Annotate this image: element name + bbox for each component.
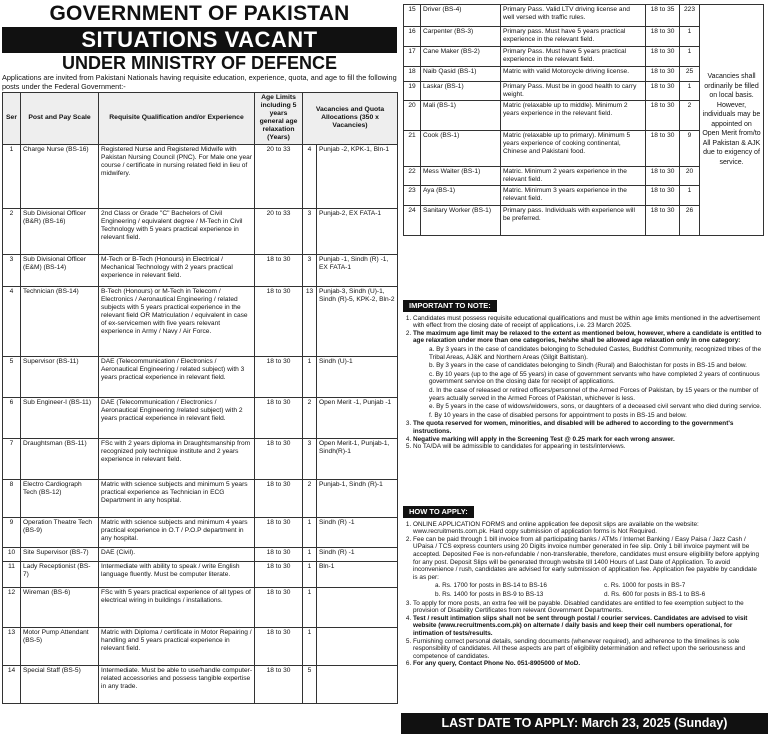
posts-table-left [2, 92, 398, 704]
quota-cell [317, 587, 398, 627]
age-cell: 18 to 30 [255, 665, 303, 703]
post-cell: Mali (BS-1) [421, 101, 501, 131]
apply-step-2: 2. Fee can be paid through 1 bill invoice from all participating banks / ATMs / Internet Banking / Easy Paisa / Jazz Cash / UPaisa / TCS express counters using 20 Digits invoice number generated in fee slip. Only 1 bill invoice payment will be accepted. Deposited Fee is non-refundable / non-transferable, therefore, candidates must ensure eligibility before applying for any post. Deposit Slips will be generated through website till 1400 Hours of Last Date of Application. To avoid inconvenience / rush, candidates are advised for early submission of application fee. Application fee payable by candidate is as per: a. Rs. 1700 for posts in BS-14 to BS-16 c. Rs. 1000 for posts in BS-7 b. Rs. 1400 for posts in BS-9 to BS-13 d. Rs. 600 for posts in BS-1 to BS-6 [413, 536, 763, 599]
qualification-cell: Primary Pass. Must have 5 years practical experience in the relevant field. [501, 47, 646, 67]
quota-cell: Open Merit-1, Punjab-1, Sindh(R)-1 [317, 438, 398, 479]
age-cell: 18 to 30 [646, 82, 680, 101]
qualification-cell: Primary pass. Must have 5 years practical experience in the relevant field. [501, 27, 646, 47]
vacancies-cell: 1 [680, 47, 700, 67]
table-row [3, 627, 398, 665]
intro-text: Applications are invited from Pakistani Nationals having requisite education, experience, quota, and age to fill the following posts under the Federal Government:- [2, 73, 397, 91]
qualification-cell: DAE (Telecommunication / Electronics / Aeronautical Engineering /related subject) with 2 years practical experience in relevant field. [99, 397, 255, 438]
apply-section [403, 506, 763, 668]
fee-c: c. Rs. 1000 for posts in BS-7 [604, 582, 686, 590]
post-cell: Sanitary Worker (BS-1) [421, 205, 501, 235]
table-row [3, 587, 398, 627]
ser-cell: 16 [404, 27, 421, 47]
post-cell: Cane Maker (BS-2) [421, 47, 501, 67]
vacancies-cell: 3 [303, 208, 317, 254]
vacancies-cell: 13 [303, 286, 317, 356]
post-cell: Operation Theatre Tech (BS-9) [21, 517, 99, 547]
qualification-cell: Matric. Minimum 3 years experience in the relevant field. [501, 186, 646, 205]
qualification-cell: Registered Nurse and Registered Midwife with Pakistan Nursing Council (PNC). For Male one year course / certificate in nursing related field in lieu of midwifery. [99, 144, 255, 208]
ser-cell: 23 [404, 186, 421, 205]
vacancies-cell: 4 [303, 144, 317, 208]
important-note-4: 4. Negative marking will apply in the Screening Test @ 0.25 mark for each wrong answer. [413, 436, 763, 444]
age-cell: 18 to 30 [255, 561, 303, 587]
age-cell: 18 to 30 [646, 101, 680, 131]
qualification-cell: Primary pass. Individuals with experience will be preferred. [501, 205, 646, 235]
qualification-cell: M-Tech or B-Tech (Honours) in Electrical / Mechanical Technology with 2 years practical experience in relevant field. [99, 254, 255, 286]
ser-cell: 13 [3, 627, 21, 665]
ser-cell: 2 [3, 208, 21, 254]
apply-step-3: 3. To apply for more posts, an extra fee will be payable. Disabled candidates are entitled to fee exemption subject to the provision of Disability Certificates from relevant Government Departments. [413, 600, 763, 615]
fee-d: d. Rs. 600 for posts in BS-1 to BS-6 [604, 590, 706, 598]
col-post: Post and Pay Scale [21, 93, 99, 145]
post-cell: Carpenter (BS-3) [421, 27, 501, 47]
table-row [3, 208, 398, 254]
table-row [3, 438, 398, 479]
vacancies-cell: 2 [680, 101, 700, 131]
qualification-cell: Matric with Diploma / certificate in Motor Repairing / handling and 5 years practical experience in relevant field. [99, 627, 255, 665]
age-cell: 18 to 30 [646, 167, 680, 186]
table-row [3, 254, 398, 286]
post-cell: Special Staff (BS-5) [21, 665, 99, 703]
age-cell: 18 to 30 [255, 286, 303, 356]
post-cell: Wireman (BS-6) [21, 587, 99, 627]
post-cell: Draughtsman (BS-11) [21, 438, 99, 479]
header-government: GOVERNMENT OF PAKISTAN [49, 2, 350, 25]
table-row [3, 665, 398, 703]
apply-step-5: 5. Furnishing correct personal details, sending documents (whenever required), and adherence to the timelines is sole responsibility of candidates. All these aspects are part of eligibility determination and reflect upon the seriousness and competence of candidates. [413, 638, 763, 661]
qualification-cell: Primary Pass. Valid LTV driving license and well versed with traffic rules. [501, 5, 646, 27]
relax-d: d. In the case of released or retired officers/personnel of the Armed Forces of Pakistan, by 15 years or the number of years actually served in the Armed Forces of Pakistan, whichever is less. [429, 386, 759, 402]
relax-a: a. By 3 years in the case of candidates belonging to Scheduled Castes, Buddhist Community, recognized tribes of the Tribal Areas, AJ&K and Northern Areas (Gilgit Baltistan). [429, 345, 762, 361]
vacancies-cell: 26 [680, 205, 700, 235]
age-cell: 18 to 30 [255, 356, 303, 397]
quota-cell: Punjab-1, Sindh (R)-1 [317, 479, 398, 517]
post-cell: Aya (BS-1) [421, 186, 501, 205]
ser-cell: 4 [3, 286, 21, 356]
age-cell: 18 to 30 [646, 131, 680, 167]
ser-cell: 9 [3, 517, 21, 547]
vacancies-cell: 1 [303, 627, 317, 665]
vacancies-cell: 1 [680, 82, 700, 101]
quota-cell: Punjab-2, EX FATA-1 [317, 208, 398, 254]
important-note-1: 1. Candidates must possess requisite educational qualifications and must be within age limits mentioned in the advertisement with effect from the closing date of receipt of applications, i.e. 23 March 2025. [413, 315, 763, 330]
ser-cell: 21 [404, 131, 421, 167]
table-row [3, 479, 398, 517]
apply-step-1: 1. ONLINE APPLICATION FORMS and online application fee deposit slips are available on the website: www.recruitments.com.pk. Hard copy submission of application forms is Not Required. [413, 521, 763, 536]
vacancies-cell: 223 [680, 5, 700, 27]
qualification-cell: Matric with science subjects and minimum 5 years practical experience as Technician in ECG Department in any hospital. [99, 479, 255, 517]
vacancies-cell: 1 [303, 587, 317, 627]
ser-cell: 20 [404, 101, 421, 131]
important-note-5: 5. No TA/DA will be admissible to candidates for appearing in tests/interviews. [413, 443, 763, 451]
age-cell: 18 to 30 [646, 205, 680, 235]
right-column [401, 0, 768, 734]
quota-cell: Sindh (R) -1 [317, 517, 398, 547]
post-cell: Charge Nurse (BS-16) [21, 144, 99, 208]
post-cell: Electro Cardiograph Tech (BS-12) [21, 479, 99, 517]
qualification-cell: Matric (relaxable up to primary). Minimum 5 years experience of cooking continental, Chinese and Pakistani food. [501, 131, 646, 167]
qualification-cell: 2nd Class or Grade "C" Bachelors of Civil Engineering / equivalent degree / M-Tech in Civil Technology with 5 years practical experience in relevant field. [99, 208, 255, 254]
important-title: IMPORTANT TO NOTE: [403, 300, 497, 312]
quota-cell [317, 665, 398, 703]
qualification-cell: B-Tech (Honours) or M-Tech in Telecom / Electronics / Aeronautical Engineering / related subjects with 5 years practical experience in the relevant field OR Matriculation / equivalent in case of ex-servicemen with five years relevant experience in Army / Navy / Air Force. [99, 286, 255, 356]
important-note-2: 2. The maximum age limit may be relaxed to the extent as mentioned below, however, where a candidate is entitled to age relaxation under more than one categories, he/she shall be allowed age relaxation only in one category: a. By 3 years in the case of candidates belonging to Scheduled Castes, Buddhist Community, recognized tribes of the Tribal Areas, AJ&K and Northern Areas (Gilgit Baltistan). b. By 3 years in the case of candidates belonging to Sindh (Rural) and Balochistan for posts in BS-15 and below. c. By 10 years (up to the age of 55 years) in case of government servants who have completed 2 years of continuous government service on the closing date for receipt of applications. d. In the case of released or retired officers/personnel of the Armed Forces of Pakistan, by 15 years or the number of years actually served in the Armed Forces of Pakistan, whichever is less. e. By 5 years in the case of widows/widowers, sons, or daughters of a deceased civil servant who died during service. f. By 10 years in the case of disabled persons for appointment to posts in BS-15 and below. [413, 330, 763, 420]
qualification-cell: FSc with 5 years practical experience of all types of electrical wiring in buildings / installations. [99, 587, 255, 627]
age-cell: 18 to 30 [255, 397, 303, 438]
age-cell: 18 to 30 [255, 587, 303, 627]
col-ser: Ser [3, 93, 21, 145]
vacancies-cell: 1 [680, 27, 700, 47]
ser-cell: 1 [3, 144, 21, 208]
important-section [403, 300, 763, 451]
vacancies-cell: 1 [303, 561, 317, 587]
col-age: Age Limits including 5 years general age relaxation (Years) [255, 93, 303, 145]
ser-cell: 8 [3, 479, 21, 517]
qualification-cell: Intermediate with ability to speak / write English language fluently. Must be computer literate. [99, 561, 255, 587]
age-cell: 18 to 30 [255, 438, 303, 479]
col-vacancies: Vacancies and Quota Allocations (350 x Vacancies) [303, 93, 398, 145]
qualification-cell: DAE (Telecommunication / Electronics / Aeronautical Engineering / related subject) with 3 years practical experience in relevant field. [99, 356, 255, 397]
age-cell: 18 to 30 [255, 517, 303, 547]
ser-cell: 19 [404, 82, 421, 101]
post-cell: Sub Divisional Officer (E&M) (BS-14) [21, 254, 99, 286]
ser-cell: 12 [3, 587, 21, 627]
table-row [3, 356, 398, 397]
age-cell: 20 to 33 [255, 208, 303, 254]
post-cell: Cook (BS-1) [421, 131, 501, 167]
vacancies-cell: 9 [680, 131, 700, 167]
ser-cell: 22 [404, 167, 421, 186]
last-date-banner: LAST DATE TO APPLY: March 23, 2025 (Sunday) [401, 713, 768, 734]
vacancies-cell: 1 [680, 186, 700, 205]
vacancies-cell: 3 [303, 254, 317, 286]
ser-cell: 7 [3, 438, 21, 479]
vacancies-cell: 25 [680, 67, 700, 82]
ser-cell: 17 [404, 47, 421, 67]
post-cell: Lady Receptionist (BS-7) [21, 561, 99, 587]
quota-cell: Sindh (R) -1 [317, 547, 398, 561]
relax-c: c. By 10 years (up to the age of 55 years) in case of government servants who have completed 2 years of continuous government service on the closing date for receipt of applications. [429, 370, 760, 386]
qualification-cell: Matric with valid Motorcycle driving license. [501, 67, 646, 82]
table-row [3, 397, 398, 438]
vacancies-cell: 20 [680, 167, 700, 186]
post-cell: Naib Qasid (BS-1) [421, 67, 501, 82]
qualification-cell: Primary Pass. Must be in good health to carry weight. [501, 82, 646, 101]
ser-cell: 24 [404, 205, 421, 235]
ser-cell: 14 [3, 665, 21, 703]
vacancies-cell: 2 [303, 479, 317, 517]
qualification-cell: Matric (relaxable up to middle). Minimum 2 years experience in the relevant field. [501, 101, 646, 131]
ser-cell: 6 [3, 397, 21, 438]
age-cell: 18 to 30 [255, 479, 303, 517]
apply-step-6: 6. For any query, Contact Phone No. 051-8905000 of MoD. [413, 660, 763, 668]
post-cell: Sub Engineer-I (BS-11) [21, 397, 99, 438]
table-row [3, 561, 398, 587]
ser-cell: 11 [3, 561, 21, 587]
header-situations-vacant: SITUATIONS VACANT [2, 27, 397, 53]
relax-f: f. By 10 years in the case of disabled persons for appointment to posts in BS-15 and below. [429, 411, 687, 419]
qualification-cell: Intermediate. Must be able to use/handle computer-related accessories and possess tangible expertise in any trade. [99, 665, 255, 703]
age-cell: 18 to 30 [646, 27, 680, 47]
age-cell: 18 to 30 [255, 627, 303, 665]
age-cell: 18 to 30 [646, 47, 680, 67]
post-cell: Motor Pump Attendant (BS-5) [21, 627, 99, 665]
relax-b: b. By 3 years in the case of candidates belonging to Sindh (Rural) and Balochistan for posts in BS-15 and below. [429, 362, 747, 370]
fee-a: a. Rs. 1700 for posts in BS-14 to BS-16 [435, 582, 547, 590]
age-cell: 18 to 30 [255, 547, 303, 561]
apply-title: HOW TO APPLY: [403, 506, 474, 518]
age-cell: 18 to 30 [255, 254, 303, 286]
post-cell: Mess Waiter (BS-1) [421, 167, 501, 186]
age-cell: 18 to 35 [646, 5, 680, 27]
post-cell: Site Supervisor (BS-7) [21, 547, 99, 561]
apply-step-4: 4. Test / result intimation slips shall not be sent through postal / courier services. Candidates are advised to visit website (www.recruitments.com.pk) on alternate / daily basis and keep their cell numbers operational, for intimation of tests/results. [413, 615, 763, 638]
ser-cell: 10 [3, 547, 21, 561]
post-cell: Driver (BS-4) [421, 5, 501, 27]
post-cell: Sub Divisional Officer (B&R) (BS-16) [21, 208, 99, 254]
quota-cell [317, 627, 398, 665]
relax-e: e. By 5 years in the case of widows/widowers, sons, or daughters of a deceased civil servant who died during service. [429, 403, 762, 411]
quota-cell: Sindh (U)-1 [317, 356, 398, 397]
vacancies-cell: 1 [303, 356, 317, 397]
table-row [3, 286, 398, 356]
quota-cell: Punjab-3, Sindh (U)-1, Sindh (R)-5, KPK-2, Bln-2 [317, 286, 398, 356]
vacancies-cell: 3 [303, 438, 317, 479]
table-row [3, 547, 398, 561]
post-cell: Technician (BS-14) [21, 286, 99, 356]
qualification-cell: DAE (Civil). [99, 547, 255, 561]
col-qualification: Requisite Qualification and/or Experience [99, 93, 255, 145]
ser-cell: 15 [404, 5, 421, 27]
important-note-3: 3. The quota reserved for women, minorities, and disabled will be adhered to according to the government's instructions. [413, 420, 763, 435]
qualification-cell: Matric with science subjects and minimum 4 years practical experience in O.T / P.O.P department in any hospital. [99, 517, 255, 547]
quota-cell: Open Merit -1, Punjab -1 [317, 397, 398, 438]
quota-cell: Punjab -1, Sindh (R) -1, EX FATA-1 [317, 254, 398, 286]
local-basis-note: Vacancies shall ordinarily be filled on local basis. However, individuals may be appointed on Open Merit from/to All Pakistan & AJK due to exigency of service. [700, 5, 764, 236]
vacancies-cell: 1 [303, 547, 317, 561]
age-cell: 18 to 30 [646, 67, 680, 82]
post-cell: Laskar (BS-1) [421, 82, 501, 101]
qualification-cell: Matric. Minimum 2 years experience in the relevant field. [501, 167, 646, 186]
vacancies-cell: 1 [303, 517, 317, 547]
quota-cell: Bln-1 [317, 561, 398, 587]
vacancies-cell: 2 [303, 397, 317, 438]
age-cell: 18 to 30 [646, 186, 680, 205]
header-ministry: UNDER MINISTRY OF DEFENCE [61, 53, 338, 73]
ser-cell: 5 [3, 356, 21, 397]
table-row [404, 5, 764, 27]
ser-cell: 3 [3, 254, 21, 286]
qualification-cell: FSc with 2 years diploma in Draughtsmanship from recognized poly technique institute and 2 years experience in relevant field. [99, 438, 255, 479]
fee-b: b. Rs. 1400 for posts in BS-9 to BS-13 [435, 590, 544, 598]
quota-cell: Punjab -2, KPK-1, Bln-1 [317, 144, 398, 208]
table-row [3, 517, 398, 547]
age-cell: 20 to 33 [255, 144, 303, 208]
vacancies-cell: 5 [303, 665, 317, 703]
ser-cell: 18 [404, 67, 421, 82]
posts-table-right [403, 4, 764, 236]
table-row [3, 144, 398, 208]
post-cell: Supervisor (BS-11) [21, 356, 99, 397]
